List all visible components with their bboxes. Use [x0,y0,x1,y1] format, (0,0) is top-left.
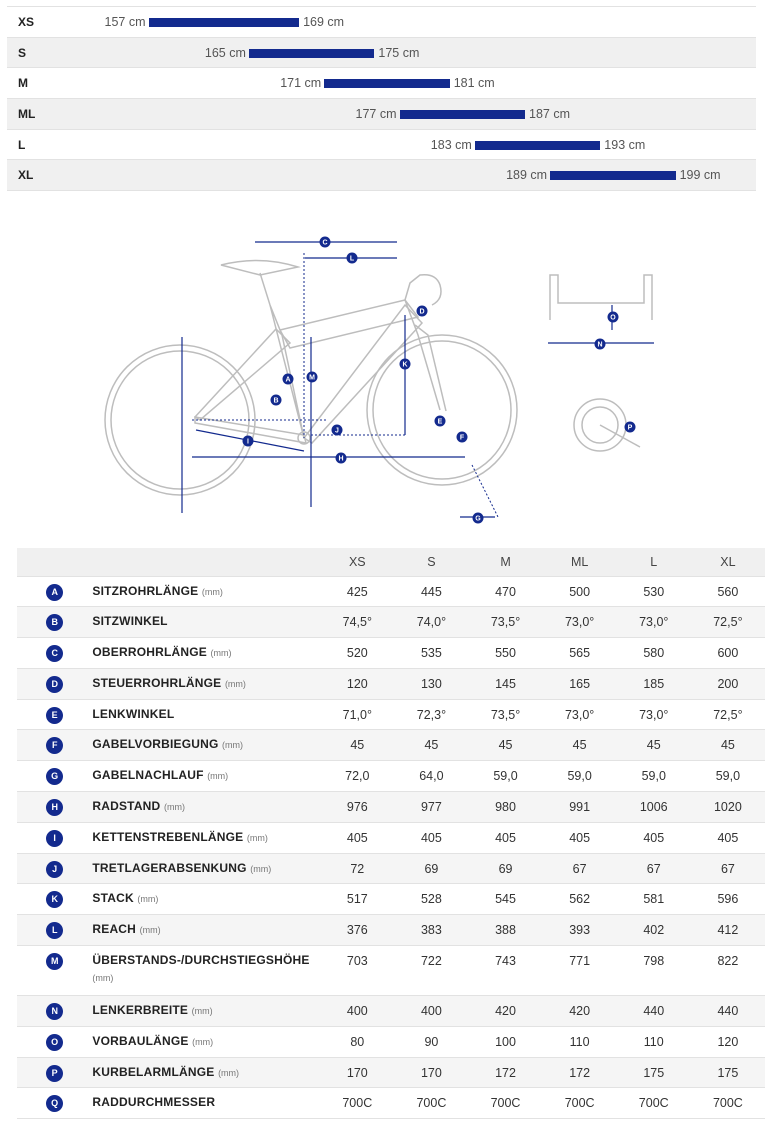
cell-value: 74,5° [320,607,394,638]
row-badge-cell [17,668,92,699]
size-range-row [7,7,756,38]
cell-value: 80 [320,1026,394,1057]
cell-value: 562 [543,884,617,915]
diagram-badge-label: F [459,434,465,442]
cell-value: 517 [320,884,394,915]
row-badge: K [46,891,63,908]
table-row [17,1057,765,1088]
cell-value: 1020 [691,792,765,823]
row-badge: N [46,1003,63,1020]
cell-value: 600 [691,638,765,669]
cell-value: 703 [320,946,394,996]
cell-value: 976 [320,792,394,823]
row-label-cell [92,853,320,884]
cell-value: 798 [617,946,691,996]
diagram-badge-label: L [349,255,355,263]
header-size-l: L [617,548,691,576]
cell-value: 722 [394,946,468,996]
diagram-badge-label: O [610,314,616,322]
row-badge-cell [17,1026,92,1057]
size-range-bar [475,141,601,150]
cell-value: 59,0 [543,761,617,792]
cell-value: 72,5° [691,607,765,638]
cell-value: 170 [394,1057,468,1088]
row-badge: F [46,737,63,754]
table-row [17,607,765,638]
cell-value: 743 [468,946,542,996]
cell-value: 72 [320,853,394,884]
cell-value: 59,0 [691,761,765,792]
row-badge-cell [17,996,92,1027]
row-label: RADSTAND [92,799,161,814]
saddle [221,260,298,275]
diagram-badge-label: H [338,455,344,463]
size-range-row [7,38,756,69]
cell-value: 110 [543,1026,617,1057]
size-range-bar [149,18,300,27]
cell-value: 73,0° [543,699,617,730]
row-label-cell [92,576,320,607]
size-range-size: XL [18,168,34,183]
size-range-chart [7,6,756,191]
cell-value: 405 [617,822,691,853]
diagram-badge-label: I [247,438,249,446]
size-range-max: 199 cm [679,168,721,183]
row-unit: (mm) [222,740,244,751]
row-badge: J [46,861,63,878]
table-row [17,915,765,946]
cell-value: 470 [468,576,542,607]
diagram-badge-label: A [285,376,291,384]
table-row [17,792,765,823]
row-unit: (mm) [224,678,246,689]
size-range-bar [550,171,676,180]
cell-value: 700C [617,1088,691,1119]
cell-value: 500 [543,576,617,607]
header-size-ml: ML [543,548,617,576]
bike-geometry-svg [100,225,670,535]
row-badge: B [46,614,63,631]
cell-value: 130 [394,668,468,699]
cell-value: 405 [320,822,394,853]
cell-value: 45 [320,730,394,761]
cell-value: 420 [468,996,542,1027]
cell-value: 565 [543,638,617,669]
cell-value: 991 [543,792,617,823]
table-row [17,699,765,730]
diagram-badge-label: M [309,374,315,382]
size-range-max: 187 cm [529,107,570,122]
table-row [17,668,765,699]
cell-value: 440 [691,996,765,1027]
row-label: OBERROHRLÄNGE [92,645,207,660]
cell-value: 376 [320,915,394,946]
cell-value: 74,0° [394,607,468,638]
size-range-size: XS [18,15,35,29]
cell-value: 700C [394,1088,468,1119]
cell-value: 175 [617,1057,691,1088]
cell-value: 67 [691,853,765,884]
cell-value: 72,0 [320,761,394,792]
cell-value: 700C [691,1088,765,1119]
row-badge: E [46,707,63,724]
row-unit: (mm) [92,973,114,984]
table-row [17,1088,765,1119]
size-range-size: ML [18,107,36,122]
cell-value: 700C [543,1088,617,1119]
row-label-cell [92,915,320,946]
cell-value: 165 [543,668,617,699]
seat-stay [195,329,290,420]
header-size-xl: XL [691,548,765,576]
row-badge-cell [17,699,92,730]
diagram-badge-label: C [322,239,328,247]
size-range-min: 177 cm [355,107,397,122]
diagram-badge-label: J [335,427,339,435]
cell-value: 412 [691,915,765,946]
row-label-cell [92,638,320,669]
diagram-badge-label: D [419,308,425,316]
table-row [17,822,765,853]
cell-value: 388 [468,915,542,946]
row-unit: (mm) [210,648,232,659]
table-row [17,853,765,884]
cell-value: 67 [617,853,691,884]
row-label: VORBAULÄNGE [92,1033,189,1048]
row-badge: C [46,645,63,662]
header-size-m: M [468,548,542,576]
cell-value: 172 [468,1057,542,1088]
row-badge: I [46,830,63,847]
size-range-bar [324,79,450,88]
row-label-cell [92,761,320,792]
row-unit: (mm) [191,1006,213,1017]
cell-value: 64,0 [394,761,468,792]
row-badge-cell [17,853,92,884]
cell-value: 67 [543,853,617,884]
cell-value: 383 [394,915,468,946]
cell-value: 980 [468,792,542,823]
row-label: GABELNACHLAUF [92,768,204,783]
size-range-min: 157 cm [104,15,146,29]
cell-value: 700C [320,1088,394,1119]
cell-value: 45 [543,730,617,761]
row-label: TRETLAGERABSENKUNG [92,860,247,875]
diagram-badge-label: E [437,418,443,426]
size-range-row [7,160,756,191]
diagram-badge-label: K [402,361,408,369]
cell-value: 120 [691,1026,765,1057]
cell-value: 402 [617,915,691,946]
row-badge: L [46,922,63,939]
table-row [17,576,765,607]
row-badge: H [46,799,63,816]
cell-value: 69 [468,853,542,884]
cell-value: 596 [691,884,765,915]
row-label: LENKWINKEL [92,706,175,721]
row-badge: Q [46,1095,63,1112]
row-unit: (mm) [218,1067,240,1078]
size-range-max: 193 cm [604,137,646,152]
row-badge: A [46,584,63,601]
row-badge-cell [17,884,92,915]
cell-value: 110 [617,1026,691,1057]
cell-value: 72,5° [691,699,765,730]
cell-value: 528 [394,884,468,915]
row-label: KETTENSTREBENLÄNGE [92,829,244,844]
cell-value: 73,0° [543,607,617,638]
cell-value: 771 [543,946,617,996]
row-badge-cell [17,1057,92,1088]
cell-value: 400 [320,996,394,1027]
size-range-max: 175 cm [378,45,420,60]
size-range-max: 181 cm [453,76,495,91]
table-row [17,946,765,996]
row-label-cell [92,699,320,730]
size-range-size: L [18,137,26,152]
row-badge-cell [17,1088,92,1119]
row-label: ÜBERSTANDS-/DURCHSTIEGSHÖHE [92,953,310,968]
cell-value: 59,0 [468,761,542,792]
cell-value: 45 [617,730,691,761]
cell-value: 145 [468,668,542,699]
size-range-size: M [18,76,28,91]
cell-value: 550 [468,638,542,669]
row-unit: (mm) [201,586,223,597]
row-label: KURBELARMLÄNGE [92,1064,215,1079]
cell-value: 69 [394,853,468,884]
handlebar-front-view [550,275,652,320]
row-badge-cell [17,576,92,607]
bike-geometry-diagram [100,225,670,535]
cell-value: 185 [617,668,691,699]
cell-value: 535 [394,638,468,669]
cell-value: 120 [320,668,394,699]
size-range-bar [400,110,526,119]
cell-value: 73,5° [468,607,542,638]
cell-value: 530 [617,576,691,607]
cell-value: 170 [320,1057,394,1088]
row-label-cell [92,822,320,853]
row-label: REACH [92,922,137,937]
row-label: LENKERBREITE [92,1003,189,1018]
cell-value: 405 [691,822,765,853]
cell-value: 71,0° [320,699,394,730]
row-label-cell [92,730,320,761]
size-range-bar [249,49,375,58]
row-label-cell [92,996,320,1027]
cell-value: 45 [691,730,765,761]
row-label-cell [92,607,320,638]
header-size-s: S [394,548,468,576]
cell-value: 520 [320,638,394,669]
diagram-badge-label: P [627,424,633,432]
cell-value: 45 [468,730,542,761]
row-label-cell [92,668,320,699]
row-unit: (mm) [163,802,185,813]
cell-value: 59,0 [617,761,691,792]
diagram-badge-label: N [597,341,603,349]
row-label-cell [92,884,320,915]
cell-value: 73,0° [617,607,691,638]
cell-value: 100 [468,1026,542,1057]
row-badge-cell [17,946,92,996]
size-range-row [7,130,756,161]
size-range-max: 169 cm [303,15,345,29]
cell-value: 393 [543,915,617,946]
size-range-min: 183 cm [430,137,472,152]
row-label-cell [92,1088,320,1119]
row-badge: P [46,1065,63,1082]
top-tube [280,300,418,348]
table-row [17,638,765,669]
cell-value: 400 [394,996,468,1027]
cell-value: 200 [691,668,765,699]
cell-value: 545 [468,884,542,915]
fork [405,300,440,410]
size-range-row [7,68,756,99]
size-range-min: 165 cm [204,45,246,60]
row-label: GABELVORBIEGUNG [92,737,219,752]
cell-value: 440 [617,996,691,1027]
cell-value: 822 [691,946,765,996]
diagram-badge-label: B [273,397,279,405]
row-badge: M [46,953,63,970]
cell-value: 420 [543,996,617,1027]
row-badge-cell [17,915,92,946]
cell-value: 580 [617,638,691,669]
table-row [17,1026,765,1057]
row-unit: (mm) [137,894,159,905]
cell-value: 560 [691,576,765,607]
table-row [17,996,765,1027]
row-label: STEUERROHRLÄNGE [92,675,222,690]
row-badge: D [46,676,63,693]
diagram-badge-label: G [475,515,481,523]
cell-value: 700C [468,1088,542,1119]
row-badge-cell [17,792,92,823]
row-label-cell [92,1057,320,1088]
row-label: RADDURCHMESSER [92,1095,216,1110]
table-row [17,761,765,792]
cell-value: 73,5° [468,699,542,730]
row-badge-cell [17,761,92,792]
header-size-xs: XS [320,548,394,576]
header-badge-col [17,548,92,576]
cell-value: 172 [543,1057,617,1088]
row-badge-cell [17,638,92,669]
geometry-table-header [17,548,765,576]
cell-value: 977 [394,792,468,823]
cell-value: 72,3° [394,699,468,730]
cell-value: 405 [543,822,617,853]
row-unit: (mm) [139,925,161,936]
table-row [17,884,765,915]
row-label-cell [92,946,320,996]
handlebar [405,275,441,305]
row-badge-cell [17,730,92,761]
row-label-cell [92,792,320,823]
row-label: SITZROHRLÄNGE [92,583,199,598]
row-label: SITZWINKEL [92,614,168,629]
row-badge-cell [17,607,92,638]
cell-value: 1006 [617,792,691,823]
cell-value: 175 [691,1057,765,1088]
row-badge-cell [17,822,92,853]
cell-value: 90 [394,1026,468,1057]
cell-value: 425 [320,576,394,607]
size-range-size: S [18,45,27,60]
size-range-min: 171 cm [280,76,322,91]
row-label: STACK [92,891,134,906]
cell-value: 73,0° [617,699,691,730]
cell-value: 581 [617,884,691,915]
row-unit: (mm) [192,1036,214,1047]
size-range-min: 189 cm [506,168,548,183]
size-range-row [7,99,756,130]
row-label-cell [92,1026,320,1057]
geometry-table [17,548,765,1119]
down-tube [304,305,425,443]
row-unit: (mm) [246,832,268,843]
cell-value: 445 [394,576,468,607]
row-badge: O [46,1034,63,1051]
row-badge: G [46,768,63,785]
table-row [17,730,765,761]
row-unit: (mm) [250,863,272,874]
header-label-col [92,548,320,576]
cell-value: 45 [394,730,468,761]
row-unit: (mm) [207,771,229,782]
cell-value: 405 [468,822,542,853]
cell-value: 405 [394,822,468,853]
